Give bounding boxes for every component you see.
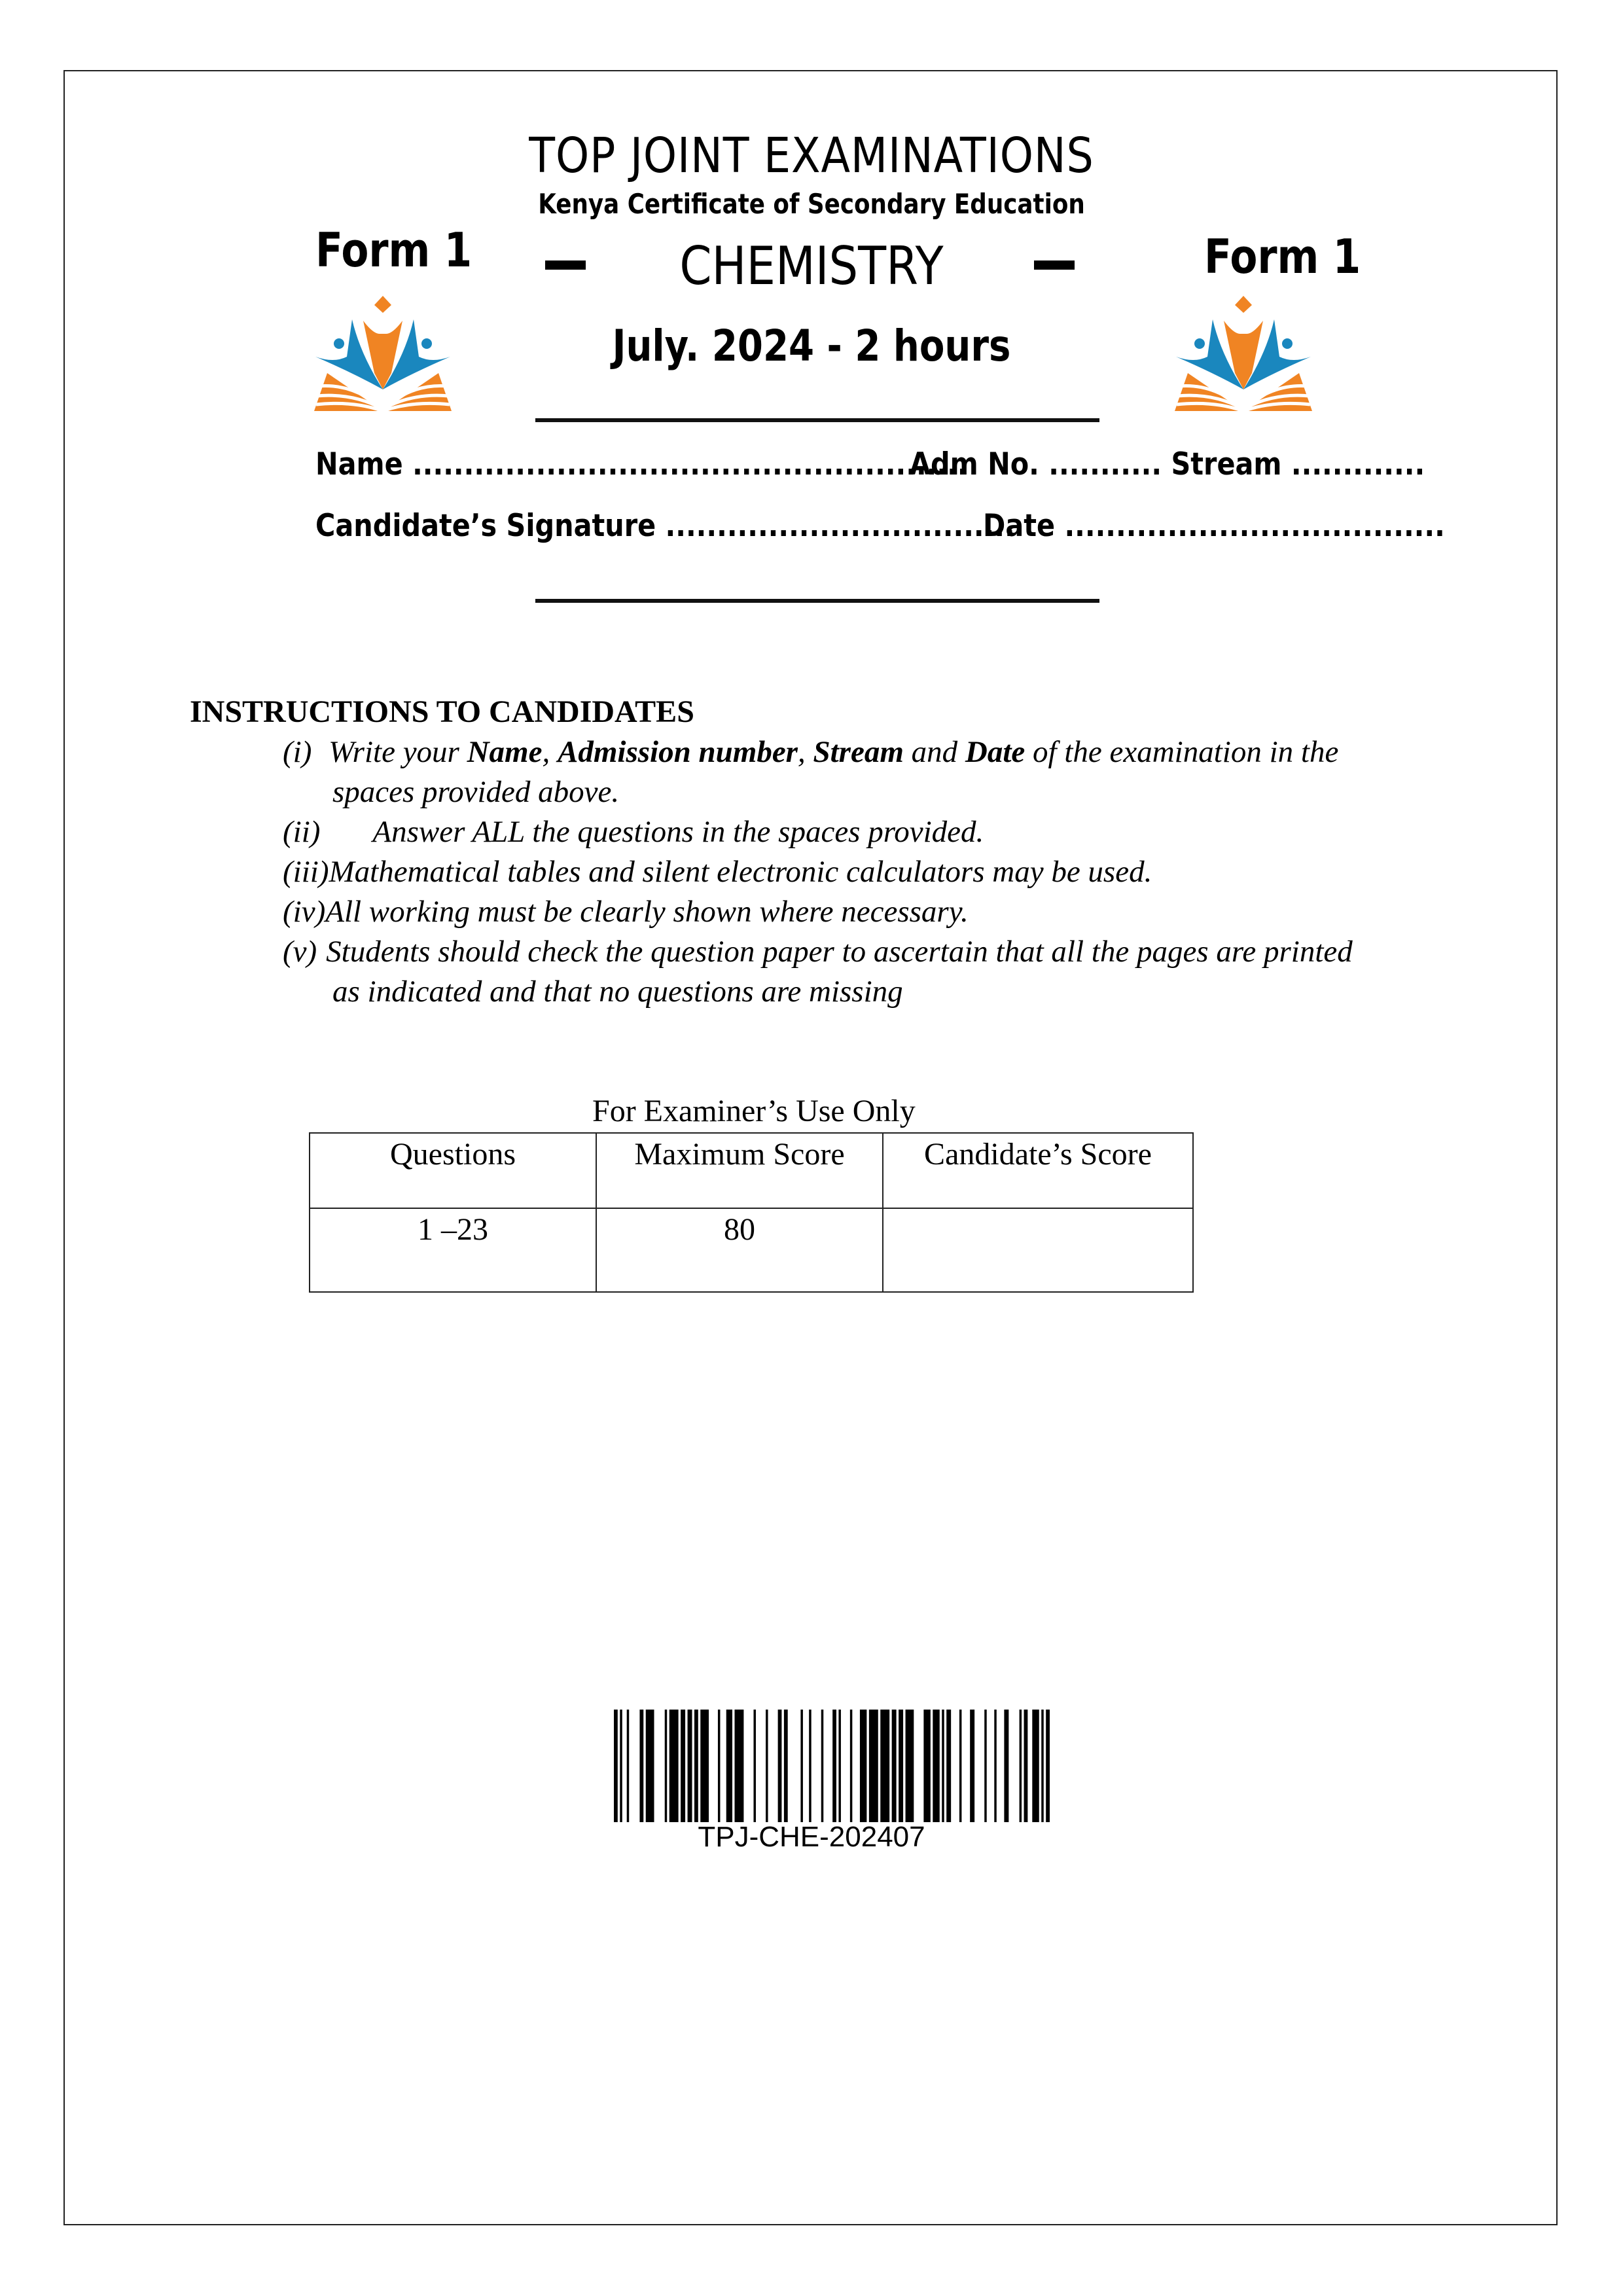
date-field[interactable]: Date ..................................... [983, 508, 1445, 544]
divider-top [535, 418, 1099, 422]
cell-maximum-score: 80 [596, 1208, 883, 1292]
barcode-bar [1020, 1710, 1022, 1822]
barcode-bar [1041, 1710, 1043, 1822]
barcode-bar [681, 1710, 685, 1822]
barcode-bar [892, 1710, 897, 1822]
barcode-bar [694, 1710, 698, 1822]
table-header-row [310, 1133, 1193, 1208]
barcode-bar [1046, 1710, 1050, 1822]
header-candidate-score: Candidate’s Score [883, 1133, 1193, 1208]
form-label-left: Form 1 [315, 223, 473, 278]
barcode-text: TPJ-CHE-202407 [698, 1821, 925, 1853]
instruction-item: (iii)Mathematical tables and silent electronic calculators may be used. [283, 855, 1152, 889]
exam-title: TOP JOINT EXAMINATIONS [529, 128, 1094, 184]
barcode-bar [869, 1710, 878, 1822]
instruction-item: (v) Students should check the question paper to ascertain that all the pages are printed [283, 935, 1353, 969]
barcode-bar [942, 1710, 944, 1822]
instruction-item-continued: spaces provided above. [332, 775, 620, 809]
barcode-bar [821, 1710, 823, 1822]
barcode-bar [778, 1710, 782, 1822]
header-questions: Questions [310, 1133, 596, 1208]
exam-date-duration: July. 2024 - 2 hours [612, 321, 1011, 371]
barcode-bar [800, 1710, 802, 1822]
cell-questions: 1 –23 [310, 1208, 596, 1292]
barcode-bar [646, 1710, 654, 1822]
barcode-bar [880, 1710, 889, 1822]
barcode-bar [970, 1710, 974, 1822]
barcode-bar [1024, 1710, 1028, 1822]
barcode-bar [614, 1710, 618, 1822]
barcode-bar [639, 1710, 643, 1822]
barcode-bar [700, 1710, 709, 1822]
barcode-bar [923, 1710, 930, 1822]
barcode-bar [994, 1710, 996, 1822]
instruction-item: (iv)All working must be clearly shown where necessary. [283, 895, 969, 929]
instructions-heading: INSTRUCTIONS TO CANDIDATES [190, 694, 694, 729]
barcode-bar [838, 1710, 840, 1822]
table-row [310, 1208, 1193, 1292]
barcode-bar [933, 1710, 939, 1822]
barcode-bar [959, 1710, 961, 1822]
barcode-bar [726, 1710, 732, 1822]
barcode-bar [669, 1710, 679, 1822]
barcode-bar [784, 1710, 788, 1822]
barcode-bar [665, 1710, 667, 1822]
instruction-item-continued: as indicated and that no questions are missing [332, 975, 903, 1009]
instruction-item: (i) Write your Name, Admission number, Stream and Date of the examination in the [283, 735, 1339, 769]
barcode-bar [620, 1710, 622, 1822]
barcode-bar [850, 1710, 852, 1822]
signature-field[interactable]: Candidate’s Signature .................................. [315, 508, 1015, 544]
examiner-table [309, 1132, 1194, 1293]
barcode-bar [1032, 1710, 1039, 1822]
barcode-bar [946, 1710, 951, 1822]
barcode-bar [766, 1710, 768, 1822]
barcode-bar [688, 1710, 692, 1822]
examiner-table-caption: For Examiner’s Use Only [592, 1094, 916, 1128]
form-label-right: Form 1 [1204, 229, 1361, 284]
barcode-bar [860, 1710, 866, 1822]
barcode-bar [1004, 1710, 1008, 1822]
cell-candidate-score[interactable] [883, 1208, 1193, 1292]
exam-subtitle: Kenya Certificate of Secondary Education [538, 188, 1085, 220]
divider-bottom [535, 599, 1099, 603]
barcode-bar [753, 1710, 755, 1822]
subject-title: CHEMISTRY [679, 236, 944, 296]
barcode-bar [984, 1710, 986, 1822]
instruction-item: (ii) Answer ALL the questions in the spaces provided. [283, 815, 984, 849]
header-maximum-score: Maximum Score [596, 1133, 883, 1208]
school-logo-icon [1175, 295, 1312, 412]
school-logo-icon [314, 295, 452, 412]
barcode-bar [832, 1710, 836, 1822]
barcode-bar [809, 1710, 811, 1822]
barcode-bar [718, 1710, 720, 1822]
adm-stream-field[interactable]: Adm No. ........... Stream ............. [910, 446, 1425, 482]
barcode [601, 1710, 1063, 1822]
barcode-bar [899, 1710, 903, 1822]
barcode-bar [906, 1710, 914, 1822]
barcode-bar [627, 1710, 629, 1822]
barcode-bar [734, 1710, 743, 1822]
name-field[interactable]: Name ...................................................... [315, 446, 968, 482]
